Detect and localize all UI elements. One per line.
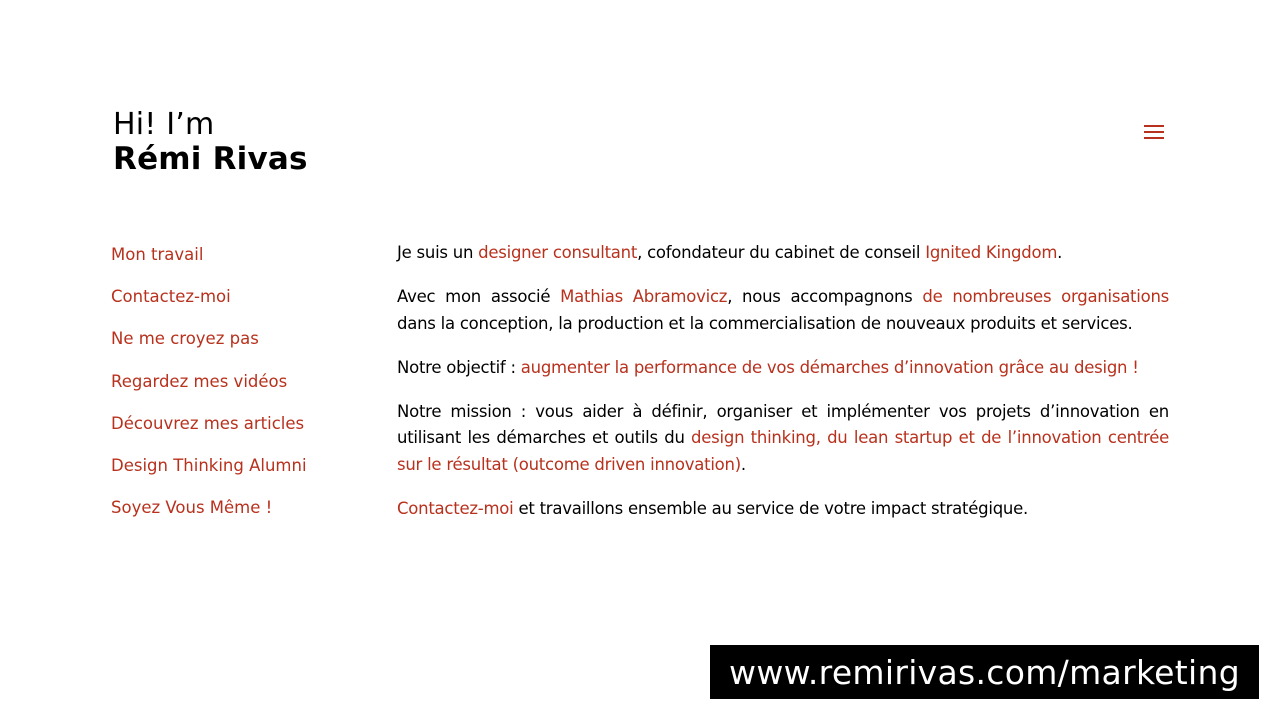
text: Je suis un <box>397 243 479 262</box>
sidebar-link[interactable]: Design Thinking Alumni <box>111 455 307 475</box>
hamburger-menu-icon[interactable] <box>1141 120 1167 144</box>
partner-paragraph <box>397 284 1169 337</box>
sidebar-link[interactable]: Mon travail <box>111 245 204 264</box>
text: Avec mon associé <box>397 287 561 306</box>
sidebar-item-soyez-vous-meme <box>111 494 307 536</box>
sidebar-item-ne-me-croyez-pas <box>111 325 307 367</box>
mathias-abramovicz-link[interactable]: Mathias Abramovicz <box>560 287 728 306</box>
sidebar-link[interactable]: Découvrez mes articles <box>111 413 305 433</box>
sidebar-nav <box>111 241 307 536</box>
mission-paragraph <box>397 399 1169 479</box>
greeting-text: Hi! I’m <box>113 107 215 142</box>
organisations-link[interactable]: de nombreuses organisations <box>922 287 1170 306</box>
text: et travaillons ensemble au service de votre impact stratégique. <box>513 498 1029 518</box>
text: dans la conception, la production et la commercialisation de nouveaux produits et services. <box>397 313 1133 333</box>
sidebar-link[interactable]: Regardez mes vidéos <box>111 371 288 391</box>
sidebar-item-design-thinking-alumni <box>111 452 307 494</box>
text: Notre mission : vous aider à définir, organiser et implémenter vos projets d’innovation en utilisant les démarches et outils du <box>397 401 1169 447</box>
design-thinking-link[interactable]: design thinking, du lean startup et de l’innovation centrée sur le résultat (outcome driven innovation) <box>397 428 1169 474</box>
objective-link[interactable]: augmenter la performance de vos démarches d’innovation grâce au design ! <box>520 357 1139 377</box>
text: , nous accompagnons <box>727 287 923 306</box>
main-content <box>397 240 1169 540</box>
text: . <box>740 454 746 474</box>
url-banner-text: www.remirivas.com/marketing <box>729 652 1240 692</box>
sidebar-item-mon-travail <box>111 241 307 283</box>
text: Notre objectif : <box>397 357 521 377</box>
text: . <box>1057 243 1063 262</box>
text: , cofondateur du cabinet de conseil <box>637 243 926 262</box>
sidebar-link[interactable]: Soyez Vous Même ! <box>111 498 273 518</box>
url-banner <box>710 645 1259 699</box>
menu-bar-bottom <box>1144 137 1164 139</box>
site-owner-name: Rémi Rivas <box>113 141 308 177</box>
sidebar-item-contactez-moi <box>111 283 307 325</box>
menu-bar-middle <box>1144 131 1164 133</box>
sidebar-link[interactable]: Ne me croyez pas <box>111 329 259 349</box>
site-branding[interactable] <box>113 108 308 176</box>
designer-consultant-link[interactable]: designer consultant <box>478 243 638 262</box>
contact-paragraph <box>397 496 1169 523</box>
contactez-moi-link[interactable]: Contactez-moi <box>397 498 514 518</box>
menu-bar-top <box>1144 125 1164 127</box>
sidebar-link[interactable]: Contactez-moi <box>111 287 231 307</box>
intro-paragraph <box>397 240 1169 267</box>
sidebar-item-articles <box>111 410 307 452</box>
sidebar-item-videos <box>111 368 307 410</box>
ignited-kingdom-link[interactable]: Ignited Kingdom <box>925 243 1058 262</box>
objective-paragraph <box>397 355 1169 382</box>
